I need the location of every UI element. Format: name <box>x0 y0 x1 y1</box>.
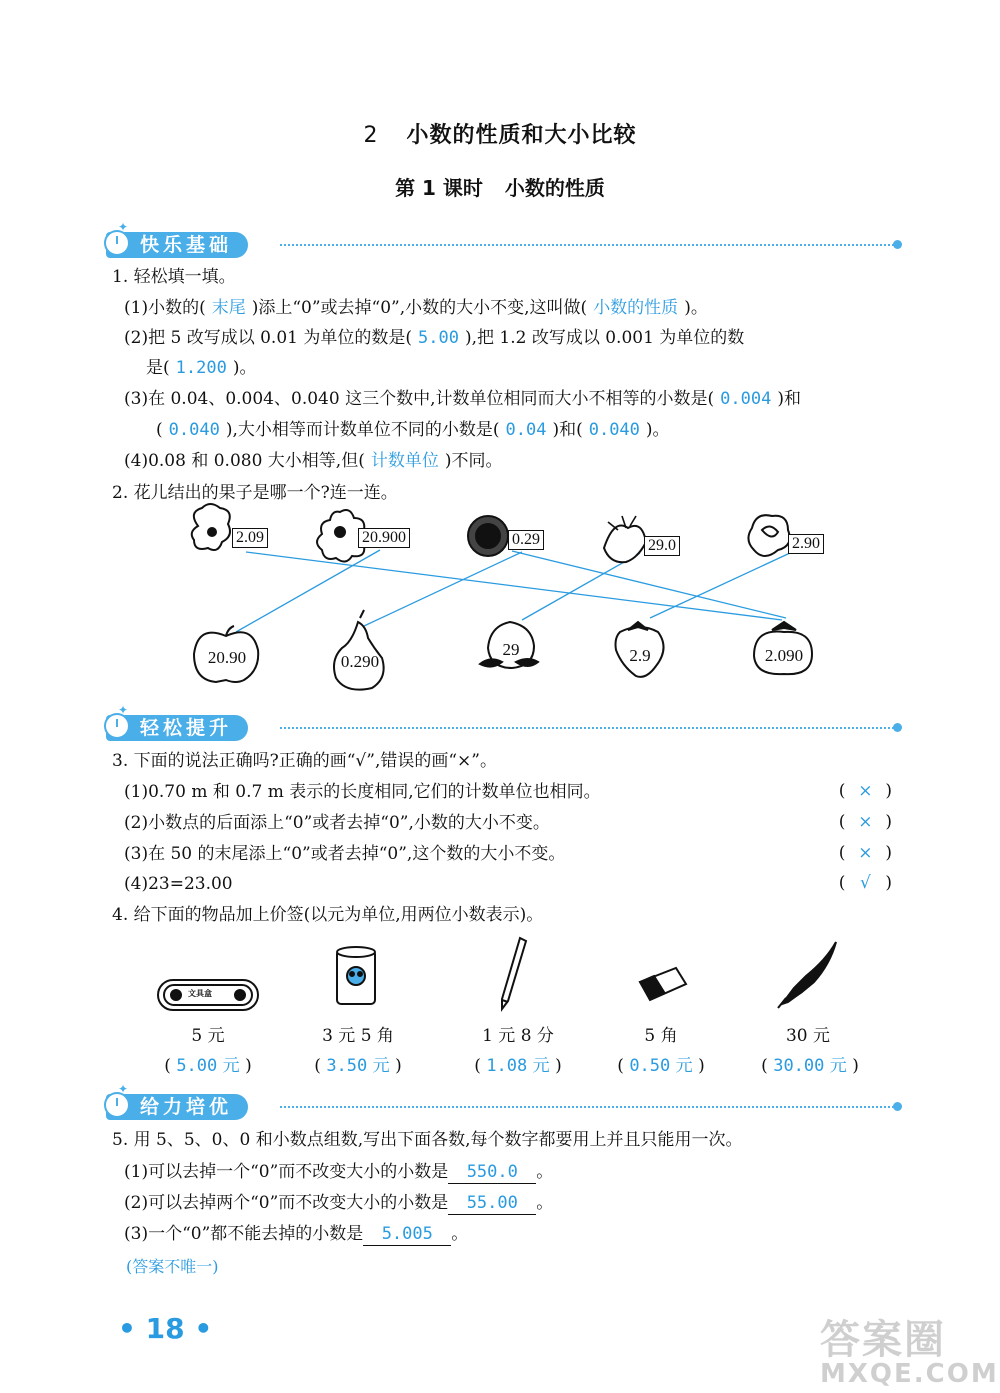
answer: 0.040 <box>168 420 220 440</box>
flower-5-icon <box>748 515 789 556</box>
section-banner-advance <box>104 703 904 747</box>
answer: 1.200 <box>175 358 227 378</box>
judgement-2: ( × ) <box>838 812 892 832</box>
price-tag-5: ( 30.00 元 ) <box>761 1056 859 1076</box>
item-price-1: 5 元 <box>191 1026 225 1046</box>
answer: 末尾 <box>211 298 246 318</box>
statement-2: (2)小数点的后面添上“0”或者去掉“0”,小数的大小不变。 <box>124 813 550 833</box>
lesson-title-text: 小数的性质 <box>504 176 605 200</box>
fruit-label: 2.9 <box>629 646 651 665</box>
match-line <box>650 553 790 618</box>
pear-icon <box>334 610 384 690</box>
answer-blank: 5.005 <box>363 1223 451 1246</box>
answer-blank: 550.0 <box>448 1161 536 1184</box>
question-1-part-3-cont: ( 0.040 ),大小相等而计数单位不同的小数是( 0.04 )和( 0.040 )。 <box>156 420 670 440</box>
match-line <box>512 551 786 618</box>
dotted-divider <box>280 727 894 729</box>
question-1-title: 1. 轻松填一填。 <box>112 267 236 287</box>
question-2-title: 2. 花儿结出的果子是哪一个?连一连。 <box>112 483 398 503</box>
section-title: 快乐基础 <box>106 232 248 258</box>
item-price-5: 30 元 <box>785 1026 831 1046</box>
answer-blank: 55.00 <box>448 1192 536 1215</box>
question-5-part-3: (3)一个“0”都不能去掉的小数是 5.005 。 <box>124 1224 469 1244</box>
fruit-label: 0.290 <box>340 652 380 671</box>
question-5-title: 5. 用 5、5、0、0 和小数点组数,写出下面各数,每个数字都要用上并且只能用一次。 <box>112 1130 743 1150</box>
question-5-part-2: (2)可以去掉两个“0”而不改变大小的小数是 55.00 。 <box>124 1193 554 1213</box>
answer-note: (答案不唯一) <box>126 1257 219 1276</box>
chapter-number: 2 <box>363 123 379 148</box>
fruit-label: 29 <box>502 640 520 659</box>
match-line <box>246 552 782 620</box>
flower-3-icon <box>468 516 508 556</box>
flower-number-box: 2.90 <box>788 534 824 554</box>
answer: 5.00 <box>418 328 459 348</box>
answer: 小数的性质 <box>593 298 679 318</box>
statement-3: (3)在 50 的末尾添上“0”或者去掉“0”,这个数的大小不变。 <box>124 844 566 864</box>
pencil-case-label: 文具盒 <box>188 989 212 998</box>
dotted-divider <box>280 1106 894 1108</box>
statement-1: (1)0.70 m 和 0.7 m 表示的长度相同,它们的计数单位也相同。 <box>124 782 601 802</box>
price-tag-1: ( 5.00 元 ) <box>164 1056 252 1076</box>
pencil-icon <box>502 938 526 1009</box>
judgement-1: ( × ) <box>838 781 892 801</box>
item-price-2: 3 元 5 角 <box>322 1026 394 1046</box>
section-title: 轻松提升 <box>106 715 248 741</box>
fruit-label: 20.90 <box>207 648 247 667</box>
section-title: 给力培优 <box>106 1094 248 1120</box>
watermark-url: MXQE.COM <box>820 1359 999 1389</box>
flower-number-box: 20.900 <box>358 528 410 548</box>
page-number: • 18 • <box>118 1312 213 1345</box>
sparkle-icon: ✦ <box>118 220 129 234</box>
flower-number-box: 2.09 <box>232 528 268 548</box>
question-1-part-2: (2)把 5 改写成以 0.01 为单位的数是( 5.00 ),把 1.2 改写成以 0.001 为单位的数 <box>124 328 745 348</box>
items-illustration <box>0 930 1000 1020</box>
flower-1-icon <box>192 504 230 550</box>
lesson-label: 第 1 课时 <box>395 176 483 200</box>
match-line <box>236 550 380 632</box>
question-1-part-2-cont: 是( 1.200 )。 <box>146 358 257 378</box>
sparkle-icon: ✦ <box>118 703 129 717</box>
question-1-part-1: (1)小数的( 末尾 )添上“0”或去掉“0”,小数的大小不变,这叫做( 小数的性质 )。 <box>124 298 708 318</box>
flower-number-box: 29.0 <box>644 536 680 556</box>
statement-4: (4)23=23.00 <box>124 874 233 894</box>
question-3-title: 3. 下面的说法正确吗?正确的画“√”,错误的画“×”。 <box>112 751 497 771</box>
answer: 0.004 <box>720 389 772 409</box>
eraser-icon <box>640 968 686 1000</box>
item-price-4: 5 角 <box>644 1026 678 1046</box>
judgement-3: ( × ) <box>838 843 892 863</box>
divider-end-dot <box>893 1102 902 1111</box>
answer: 0.040 <box>588 420 640 440</box>
question-5-part-1: (1)可以去掉一个“0”而不改变大小的小数是 550.0 。 <box>124 1162 554 1182</box>
question-4-title: 4. 给下面的物品加上价签(以元为单位,用两位小数表示)。 <box>112 905 544 925</box>
price-tag-2: ( 3.50 元 ) <box>314 1056 402 1076</box>
section-banner-excel <box>104 1082 904 1126</box>
pen-holder-icon <box>337 947 375 1004</box>
question-1-part-4: (4)0.08 和 0.080 大小相等,但( 计数单位 )不同。 <box>124 451 503 471</box>
price-tag-3: ( 1.08 元 ) <box>474 1056 562 1076</box>
fruit-label: 2.090 <box>764 646 804 665</box>
flower-4-icon <box>604 516 646 562</box>
question-1-part-3: (3)在 0.04、0.004、0.040 这三个数中,计数单位相同而大小不相等的小数是( 0.004 )和 <box>124 389 801 409</box>
watermark-logo-text: 答案圈 <box>820 1317 946 1363</box>
match-line <box>364 552 522 626</box>
watermark <box>820 1308 999 1389</box>
fountain-pen-icon <box>778 942 836 1008</box>
divider-end-dot <box>893 723 902 732</box>
answer: 0.04 <box>505 420 547 440</box>
answer: 计数单位 <box>370 451 439 471</box>
sparkle-icon: ✦ <box>118 1082 129 1096</box>
item-price-3: 1 元 8 分 <box>482 1026 554 1046</box>
price-tag-4: ( 0.50 元 ) <box>617 1056 705 1076</box>
chapter-title-text: 小数的性质和大小比较 <box>406 123 637 148</box>
flower-number-box: 0.29 <box>508 530 544 550</box>
judgement-4: ( √ ) <box>838 873 892 893</box>
